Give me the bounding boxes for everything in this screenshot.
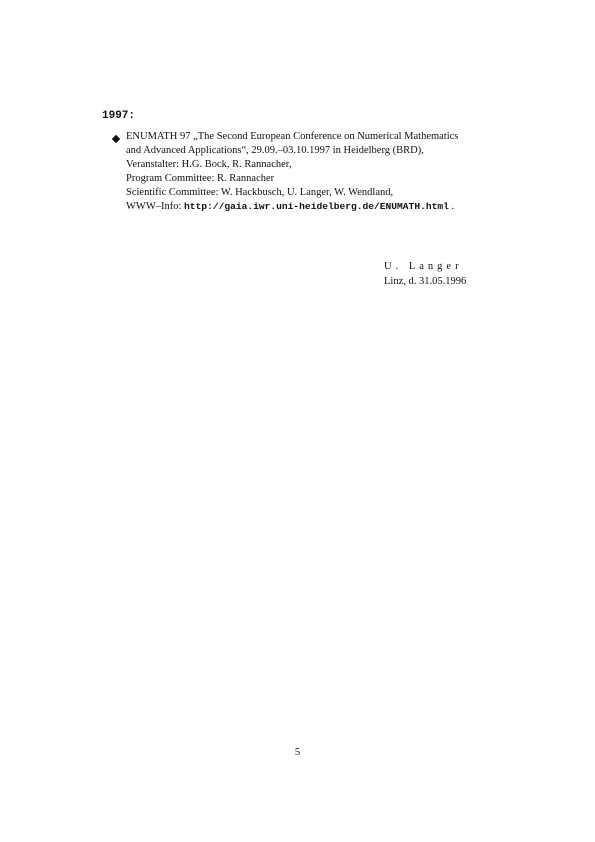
bullet-icon [112, 135, 120, 143]
www-url: http://gaia.iwr.uni-heidelberg.de/ENUMATH.html [184, 201, 449, 212]
www-prefix: WWW–Info: [126, 201, 185, 212]
entry-line-dates: and Advanced Applications“, 29.09.–03.10.1997 in Heidelberg (BRD), [126, 145, 424, 156]
entry-line-scientific-committee: Scientific Committee: W. Hackbusch, U. Langer, W. Wendland, [126, 187, 394, 198]
entry-line-program-committee: Program Committee: R. Rannacher [126, 173, 275, 184]
conference-entry [126, 130, 546, 214]
entry-line-organizers: Veranstalter: H.G. Bock, R. Rannacher, [126, 159, 292, 170]
entry-line-title: ENUMATH 97 „The Second European Conference on Numerical Mathematics [126, 131, 459, 142]
year-heading: 1997: [102, 110, 136, 122]
signature-place-date: Linz, d. 31.05.1996 [384, 276, 467, 287]
entry-line-www [126, 200, 546, 214]
page-number: 5 [294, 747, 301, 758]
signature-block [384, 259, 466, 289]
signature-name: U. Langer [384, 261, 463, 272]
www-suffix: . [448, 201, 455, 212]
